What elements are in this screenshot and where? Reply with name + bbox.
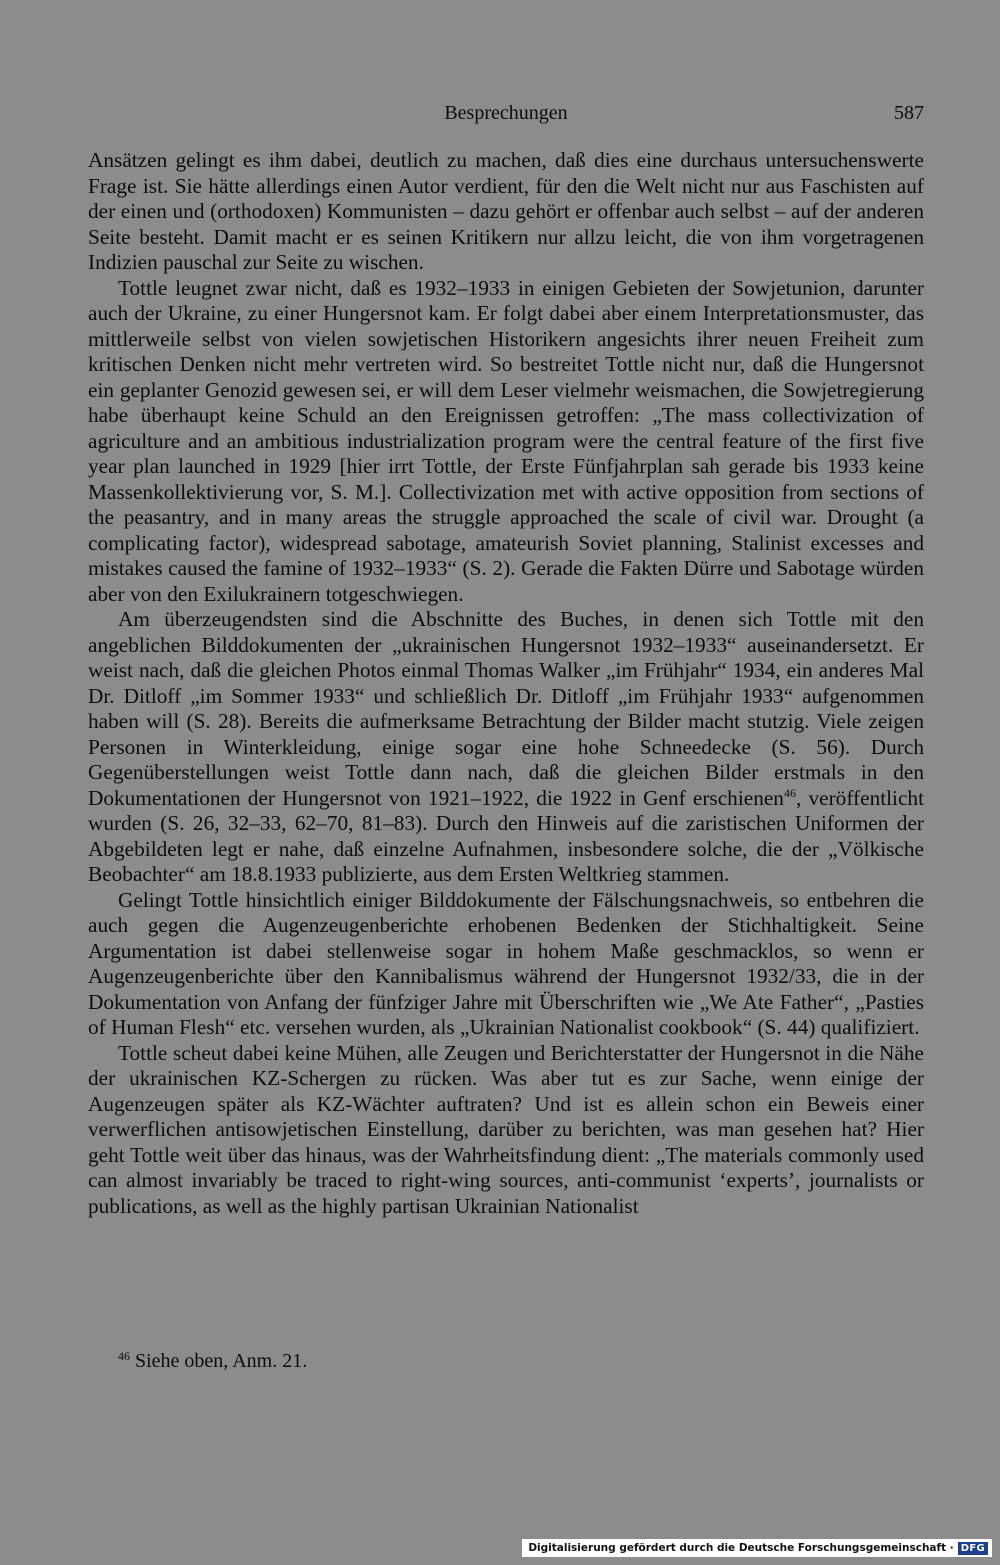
paragraph-5: Tottle scheut dabei keine Mühen, alle Zeugen und Berichterstatter der Hungersnot in die Nähe der ukrainischen KZ-Schergen zu rücken. Was aber tut es zur Sache, wenn einige der Augenzeugen später als KZ-Wächter auftraten? Und ist es allein schon ein Beweis einer verwerflichen antisowjetischen Einstellung, darüber zu berichten, was man gesehen hat? Hier geht Tottle weit über das hinaus, was der Wahrheitsfindung dient: „The materials commonly used can almost invariably be traced to right-wing sources, anti-communist ‘experts’, journalists or publications, as well as the highly partisan Ukrainian Nationalist bbox=[88, 1040, 924, 1218]
footnote-text: Siehe oben, Anm. 21. bbox=[135, 1350, 308, 1372]
footnote-reference[interactable]: 46 bbox=[783, 785, 796, 800]
body-text bbox=[88, 148, 924, 1219]
page-number: 587 bbox=[894, 102, 924, 124]
paragraph-4: Gelingt Tottle hinsichtlich einiger Bilddokumente der Fälschungsnachweis, so entbehren die auch gegen die Augenzeugenberichte erhobenen Bedenken der Stichhaltigkeit. Seine Argumentation ist dabei stellenweise sogar in hohem Maße geschmacklos, so wenn er Augenzeugenberichte über den Kannibalismus während der Hungersnot 1932/33, die in der Dokumentation von Anfang der fünfziger Jahre mit Überschriften wie „We Ate Father“, „Pasties of Human Flesh“ etc. versehen wurden, als „Ukrainian Nationalist cookbook“ (S. 44) qualifiziert. bbox=[88, 887, 924, 1039]
funding-notice bbox=[522, 1539, 992, 1557]
footnote bbox=[118, 1347, 924, 1375]
dfg-logo-icon: DFG bbox=[958, 1542, 988, 1555]
paragraph-3-text-after: , veröffentlicht wurden (S. 26, 32–33, 62–70, 81–83). Durch den Hinweis auf die zaristischen Uniformen der Abgebildeten legt er nahe, daß einzelne Aufnahmen, insbesondere solche, die der „Völkische Beobachter“ am 18.8.1933 publizierte, aus dem Ersten Weltkrieg stammen. bbox=[88, 785, 924, 886]
paragraph-3-text-before: Am überzeugendsten sind die Abschnitte des Buches, in denen sich Tottle mit den angeblichen Bilddokumenten der „ukrainischen Hungersnot 1932–1933“ auseinandersetzt. Er weist nach, daß die gleichen Photos einmal Thomas Walker „im Frühjahr“ 1934, ein anderes Mal Dr. Ditloff „im Sommer 1933“ und schließlich Dr. Ditloff „im Frühjahr 1933“ aufgenommen haben will (S. 28). Bereits die aufmerksame Betrachtung der Bilder macht stutzig. Viele zeigen Personen in Winterkleidung, einige sogar eine hohe Schneedecke (S. 56). Durch Gegenüberstellungen weist Tottle dann nach, daß die gleichen Bilder erstmals in den Dokumentationen der Hungersnot von 1921–1922, die 1922 in Genf erschienen bbox=[88, 607, 924, 810]
running-header bbox=[88, 98, 924, 128]
running-title: Besprechungen bbox=[444, 102, 568, 124]
funding-notice-text: Digitalisierung gefördert durch die Deutsche Forschungsgemeinschaft · bbox=[528, 1542, 954, 1554]
paragraph-1: Ansätzen gelingt es ihm dabei, deutlich zu machen, daß dies eine durchaus untersuchenswerte Frage ist. Sie hätte allerdings einen Autor verdient, für den die Welt nicht nur aus Faschisten auf der einen und (orthodoxen) Kommunisten – dazu gehört er offenbar auch selbst – auf der anderen Seite besteht. Damit macht er es seinen Kritikern nur allzu leicht, die von ihm vorgetragenen Indizien pauschal zur Seite zu wischen. bbox=[88, 148, 924, 274]
paragraph-2: Tottle leugnet zwar nicht, daß es 1932–1933 in einigen Gebieten der Sowjetunion, darunter auch der Ukraine, zu einer Hungersnot kam. Er folgt dabei aber einem Interpretationsmuster, das mittlerweile selbst von vielen sowjetischen Historikern angesichts ihrer neuen Freiheit zum kritischen Denken nicht mehr vertreten wird. So bestreitet Tottle nicht nur, daß die Hungersnot ein geplanter Genozid gewesen sei, er will dem Leser vielmehr weismachen, die Sowjetregierung habe überhaupt keine Schuld an den Ereignissen getroffen: „The mass collectivization of agriculture and an ambitious industrialization program were the central feature of the first five year plan launched in 1929 [hier irrt Tottle, der Erste Fünfjahrplan sah gerade bis 1933 keine Massenkollektivierung vor, S. M.]. Collectivization met with active opposition from sections of the peasantry, and in many areas the struggle approached the scale of civil war. Drought (a complicating factor), widespread sabotage, amateurish Soviet planning, Stalinist excesses and mistakes caused the famine of 1932–1933“ (S. 2). Gerade die Fakten Dürre und Sabotage würden aber von den Exilukrainern totgeschwiegen. bbox=[88, 275, 924, 606]
paragraph-3 bbox=[88, 607, 924, 888]
footnote-number: 46 bbox=[118, 1349, 130, 1363]
